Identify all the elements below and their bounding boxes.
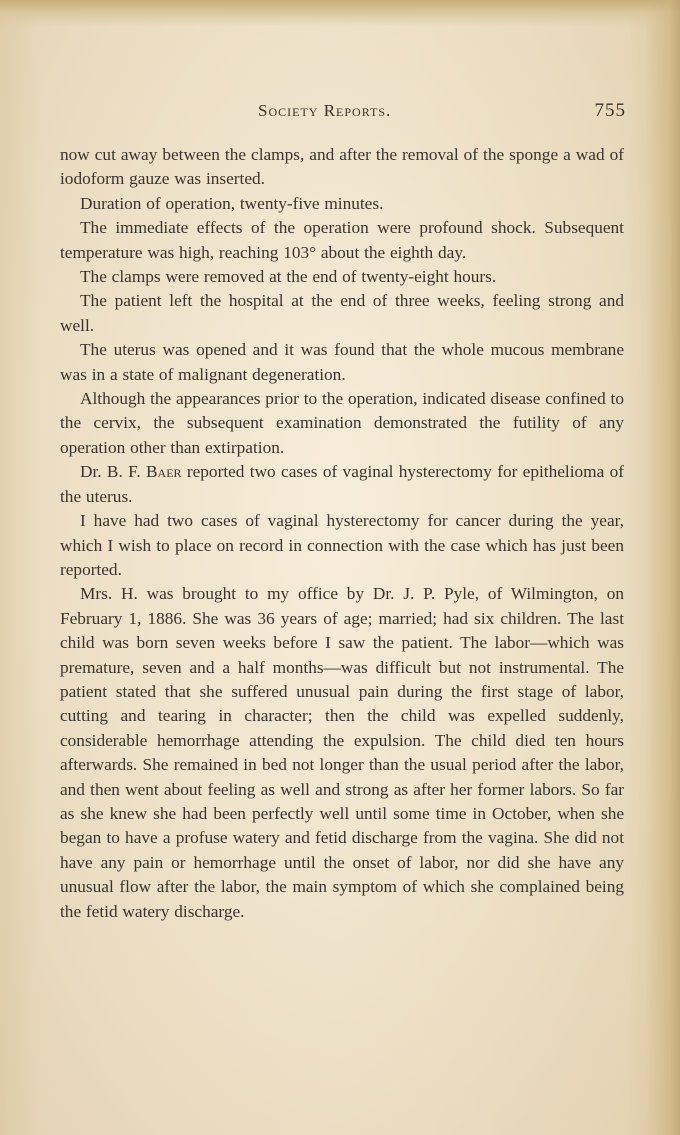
speaker-name: Baer: [146, 462, 182, 482]
running-header: [60, 101, 626, 127]
paragraph: The patient left the hospital at the end of three weeks, feeling strong and well.: [60, 291, 624, 335]
running-title: Society Reports.: [258, 101, 392, 120]
paragraph: now cut away between the clamps, and after the removal of the sponge a wad of iodoform gauze was inserted.: [60, 145, 624, 189]
paragraph: The clamps were removed at the end of twenty-eight hours.: [80, 267, 497, 287]
paragraph: Although the appearances prior to the operation, indicated disease confined to the cervix, the subsequent examination demonstrated the futility of any operation other than extirpation.: [60, 389, 624, 457]
body-text: [60, 143, 624, 924]
page-right-shadow: [646, 0, 680, 1135]
paragraph: Dr. B. F. Baer reported two cases of vaginal hysterectomy for epithelioma of the uterus.: [60, 462, 624, 506]
paragraph: The immediate effects of the operation were profound shock. Subsequent temperature was high, reaching 103° about the eighth day.: [60, 218, 624, 262]
paragraph: Duration of operation, twenty-five minutes.: [80, 193, 384, 213]
page-number: 755: [594, 100, 626, 121]
page-top-shadow: [0, 0, 680, 26]
paragraph: The uterus was opened and it was found that the whole mucous membrane was in a state of malignant degeneration.: [60, 340, 624, 384]
paragraph: Mrs. H. was brought to my office by Dr. J. P. Pyle, of Wilmington, on February 1, 1886. She was 36 years of age; married; had six children. The last child was born seven weeks before I saw the patient. The labor—which was premature, seven and a half months—was difficult but not instrumental. The patient stated that she suffered unusual pain during the first stage of labor, cutting and tearing in character; then the child was expelled suddenly, considerable hemorrhage attending the expulsion. The child died ten hours afterwards. She remained in bed not longer than the usual period after the labor, and then went about feeling as well and strong as after her former labors. So far as she knew she had been perfectly well until some time in October, when she began to have a profuse watery and fetid discharge from the vagina. She did not have any pain or hemorrhage until the onset of labor, nor did she have any unusual flow after the labor, the main symptom of which she complained being the fetid watery discharge.: [60, 584, 624, 921]
paragraph: I have had two cases of vaginal hysterectomy for cancer during the year, which I wish to place on record in connection with the case which has just been reported.: [60, 511, 624, 579]
